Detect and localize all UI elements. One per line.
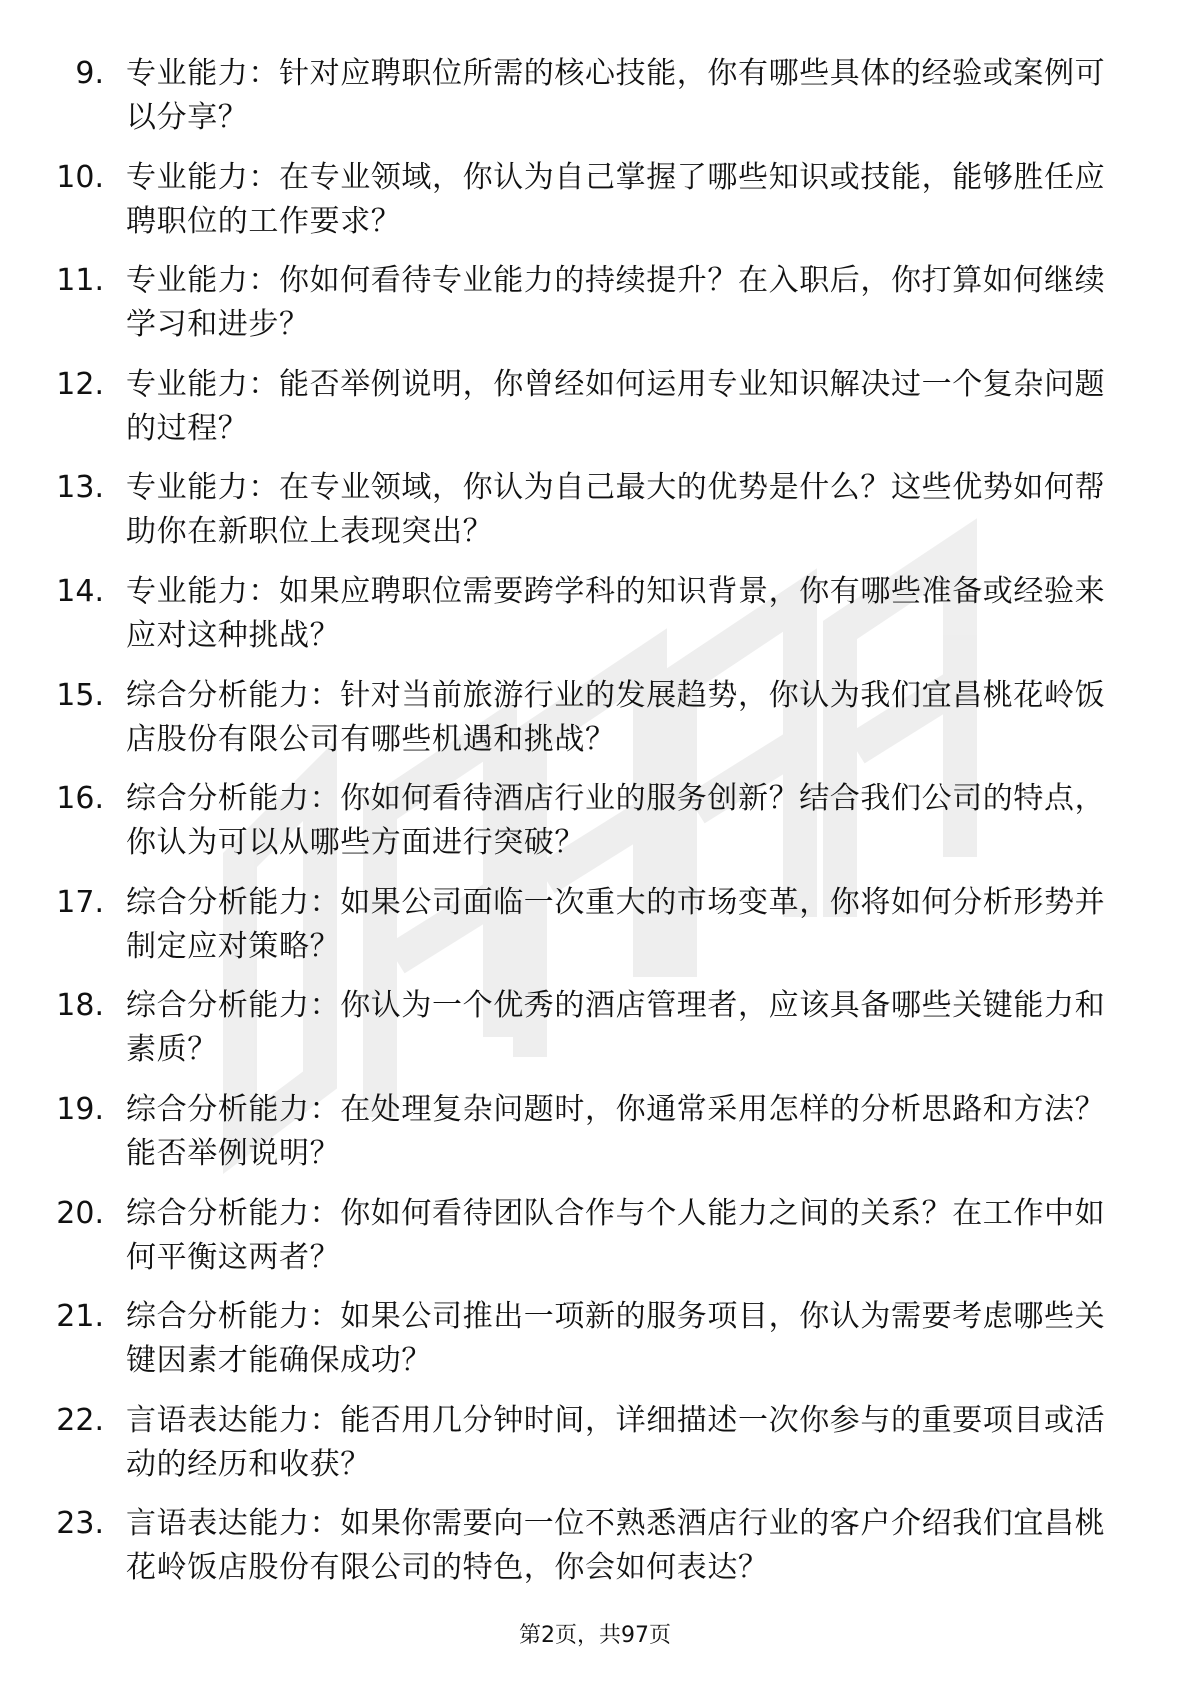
question-number: 20. (56, 1195, 104, 1231)
question-text: 综合分析能力：在处理复杂问题时，你通常采用怎样的分析思路和方法？能否举例说明？ (126, 1091, 1106, 1171)
question-number: 23. (56, 1506, 104, 1542)
question-text: 专业能力：在专业领域，你认为自己掌握了哪些知识或技能，能够胜任应聘职位的工作要求？ (126, 159, 1106, 239)
question-number: 16. (56, 781, 104, 817)
question-text: 专业能力：在专业领域，你认为自己最大的优势是什么？这些优势如何帮助你在新职位上表现突出？ (126, 470, 1106, 550)
question-item (0, 1088, 1190, 1192)
question-text: 言语表达能力：能否用几分钟时间，详细描述一次你参与的重要项目或活动的经历和收获？ (126, 1402, 1106, 1482)
question-item (0, 1399, 1190, 1503)
question-text: 专业能力：能否举例说明，你曾经如何运用专业知识解决过一个复杂问题的过程？ (126, 366, 1106, 446)
question-list (0, 52, 1190, 1606)
question-text: 言语表达能力：如果你需要向一位不熟悉酒店行业的客户介绍我们宜昌桃花岭饭店股份有限公司的特色，你会如何表达？ (126, 1506, 1106, 1586)
question-text: 综合分析能力：你认为一个优秀的酒店管理者，应该具备哪些关键能力和素质？ (126, 988, 1106, 1068)
question-number: 11. (56, 263, 104, 299)
question-item (0, 881, 1190, 985)
question-number: 10. (56, 159, 104, 195)
question-text: 专业能力：针对应聘职位所需的核心技能，你有哪些具体的经验或案例可以分享？ (126, 56, 1106, 135)
question-number: 18. (56, 988, 104, 1024)
page-footer: 第2页，共97页 (519, 1623, 671, 1648)
question-text: 综合分析能力：你如何看待酒店行业的服务创新？结合我们公司的特点，你认为可以从哪些方面进行突破？ (126, 781, 1106, 861)
question-text: 专业能力：如果应聘职位需要跨学科的知识背景，你有哪些准备或经验来应对这种挑战？ (126, 573, 1106, 653)
question-item (0, 466, 1190, 570)
question-text: 综合分析能力：针对当前旅游行业的发展趋势，你认为我们宜昌桃花岭饭店股份有限公司有哪些机遇和挑战？ (126, 677, 1106, 757)
question-item (0, 156, 1190, 260)
question-item (0, 363, 1190, 467)
question-number: 14. (56, 573, 104, 609)
question-item (0, 259, 1190, 363)
question-item (0, 984, 1190, 1088)
question-text: 综合分析能力：如果公司面临一次重大的市场变革，你将如何分析形势并制定应对策略？ (126, 884, 1106, 964)
question-number: 19. (56, 1091, 104, 1127)
question-number: 9. (75, 56, 104, 91)
question-text: 综合分析能力：你如何看待团队合作与个人能力之间的关系？在工作中如何平衡这两者？ (126, 1195, 1106, 1275)
question-number: 15. (56, 677, 104, 713)
question-number: 22. (56, 1402, 104, 1438)
question-number: 21. (56, 1299, 104, 1335)
question-item (0, 674, 1190, 778)
question-item (0, 1192, 1190, 1296)
question-item (0, 1295, 1190, 1399)
question-text: 专业能力：你如何看待专业能力的持续提升？在入职后，你打算如何继续学习和进步？ (126, 263, 1106, 343)
question-number: 17. (56, 884, 104, 920)
question-number: 12. (56, 366, 104, 402)
question-number: 13. (56, 470, 104, 506)
question-item (0, 777, 1190, 881)
question-text: 综合分析能力：如果公司推出一项新的服务项目，你认为需要考虑哪些关键因素才能确保成功？ (126, 1299, 1106, 1379)
question-item (0, 570, 1190, 674)
question-item (0, 1502, 1190, 1606)
question-item (0, 52, 1190, 156)
